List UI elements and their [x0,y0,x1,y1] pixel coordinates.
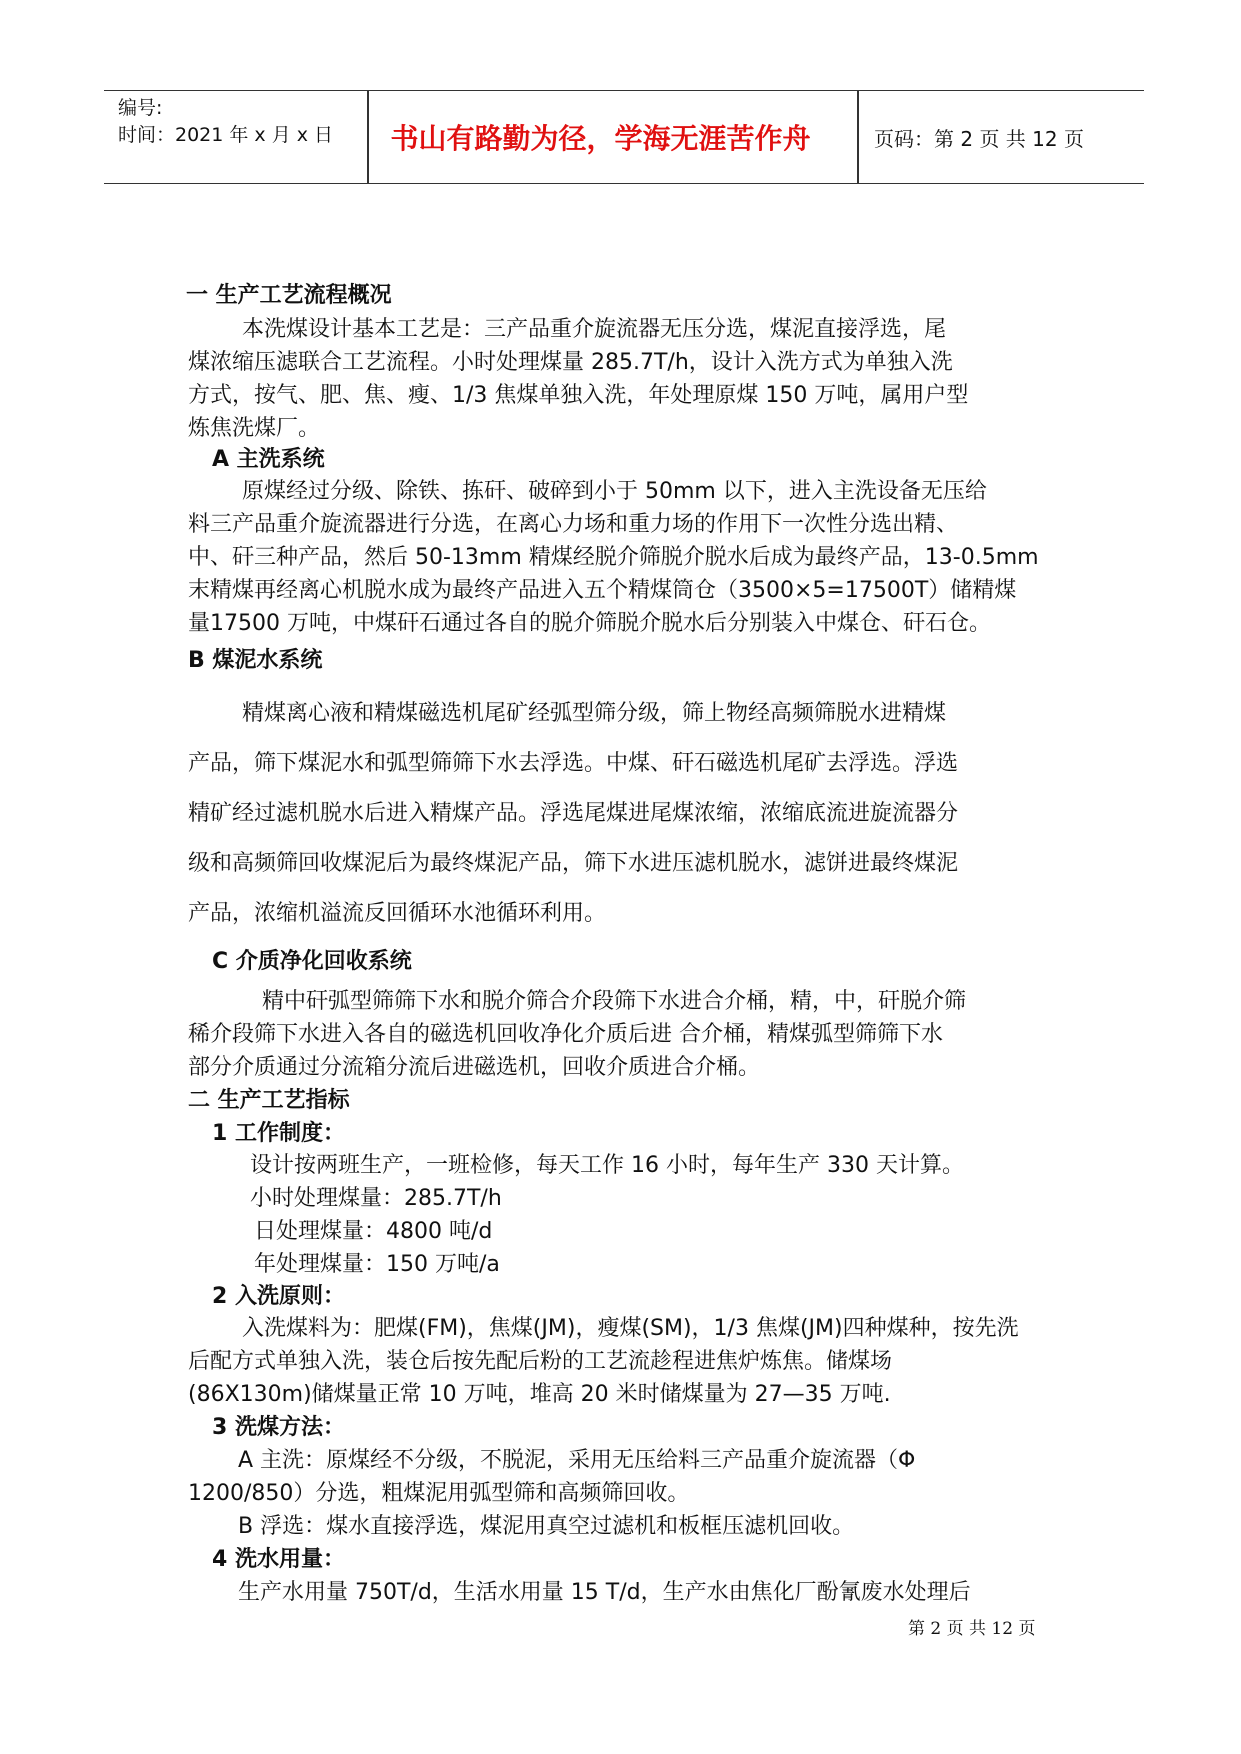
page-footer: 第 2 页 共 12 页 [908,1619,1036,1639]
paragraph-line: 精煤离心液和精煤磁选机尾矿经弧型筛分级，筛上物经高频筛脱水进精煤 [242,701,947,726]
paragraph-line: 量17500 万吨，中煤矸石通过各自的脱介筛脱介脱水后分别装入中煤仓、矸石仓。 [188,611,991,636]
paragraph-line: 原煤经过分级、除铁、拣矸、破碎到小于 50mm 以下，进入主洗设备无压给 [242,479,987,504]
paragraph-line: 部分介质通过分流箱分流后进磁选机，回收介质进合介桶。 [188,1055,761,1080]
paragraph-line: 设计按两班生产，一班检修，每天工作 16 小时，每年生产 330 天计算。 [250,1153,964,1178]
subsection-heading: A 主洗系统 [212,447,325,472]
paragraph-line: 方式，按气、肥、焦、瘦、1/3 焦煤单独入洗，年处理原煤 150 万吨，属用户型 [188,383,969,408]
paragraph-line: 料三产品重介旋流器进行分选，在离心力场和重力场的作用下一次性分选出精、 [188,512,959,537]
paragraph-line: 中、矸三种产品，然后 50-13mm 精煤经脱介筛脱介脱水后成为最终产品，13-0.5mm [188,545,1039,570]
page-header [104,90,1144,184]
time-label: 时间：2021 年 x 月 x 日 [118,124,334,146]
paragraph-line: 精中矸弧型筛筛下水和脱介筛合介段筛下水进合介桶，精，中，矸脱介筛 [262,989,967,1014]
paragraph-line: 产品，筛下煤泥水和弧型筛筛下水去浮选。中煤、矸石磁选机尾矿去浮选。浮选 [188,751,959,776]
paragraph-line: 产品，浓缩机溢流反回循环水池循环利用。 [188,901,607,926]
paragraph-line: 精矿经过滤机脱水后进入精煤产品。浮选尾煤进尾煤浓缩，浓缩底流进旋流器分 [188,801,959,826]
paragraph-line: B 浮选：煤水直接浮选，煤泥用真空过滤机和板框压滤机回收。 [238,1514,855,1539]
header-page-info: 页码：第 2 页 共 12 页 [874,126,1084,151]
paragraph-line: A 主洗：原煤经不分级，不脱泥，采用无压给料三产品重介旋流器（Φ [238,1448,916,1473]
header-meta [118,95,333,149]
subsection-heading: B 煤泥水系统 [188,648,323,673]
paragraph-line: 本洗煤设计基本工艺是：三产品重介旋流器无压分选，煤泥直接浮选，尾 [242,317,947,342]
paragraph-line: 级和高频筛回收煤泥后为最终煤泥产品，筛下水进压滤机脱水，滤饼进最终煤泥 [188,851,959,876]
subsection-heading: 2 入洗原则： [212,1284,345,1309]
paragraph-line: (86X130m)储煤量正常 10 万吨，堆高 20 米时储煤量为 27—35 万吨. [188,1382,891,1407]
paragraph-line: 炼焦洗煤厂。 [188,416,321,441]
header-divider [857,91,859,183]
paragraph-line: 年处理煤量：150 万吨/a [254,1252,500,1277]
subsection-heading: 1 工作制度： [212,1121,345,1146]
paragraph-line: 稀介段筛下水进入各自的磁选机回收净化介质后进 合介桶，精煤弧型筛筛下水 [188,1022,943,1047]
code-label: 编号: [118,97,163,119]
paragraph-line: 煤浓缩压滤联合工艺流程。小时处理煤量 285.7T/h，设计入洗方式为单独入洗 [188,350,953,375]
paragraph-line: 入洗煤料为：肥煤(FM)，焦煤(JM)，瘦煤(SM)，1/3 焦煤(JM)四种煤种，按先洗 [242,1316,1019,1341]
section-heading: 一 生产工艺流程概况 [186,283,392,308]
paragraph-line: 小时处理煤量：285.7T/h [250,1186,502,1211]
subsection-heading: 3 洗煤方法： [212,1415,345,1440]
subsection-heading: C 介质净化回收系统 [212,949,412,974]
paragraph-line: 后配方式单独入洗，装仓后按先配后粉的工艺流趁程进焦炉炼焦。储煤场 [188,1349,893,1374]
paragraph-line: 1200/850）分选，粗煤泥用弧型筛和高频筛回收。 [188,1481,690,1506]
subsection-heading: 4 洗水用量： [212,1547,345,1572]
header-motto: 书山有路勤为径，学海无涯苦作舟 [390,122,811,155]
paragraph-line: 日处理煤量：4800 吨/d [254,1219,493,1244]
paragraph-line: 生产水用量 750T/d，生活水用量 15 T/d，生产水由焦化厂酚氰废水处理后 [238,1580,971,1605]
section-heading: 二 生产工艺指标 [188,1088,350,1113]
paragraph-line: 末精煤再经离心机脱水成为最终产品进入五个精煤筒仓（3500×5=17500T）储精煤 [188,578,1017,603]
